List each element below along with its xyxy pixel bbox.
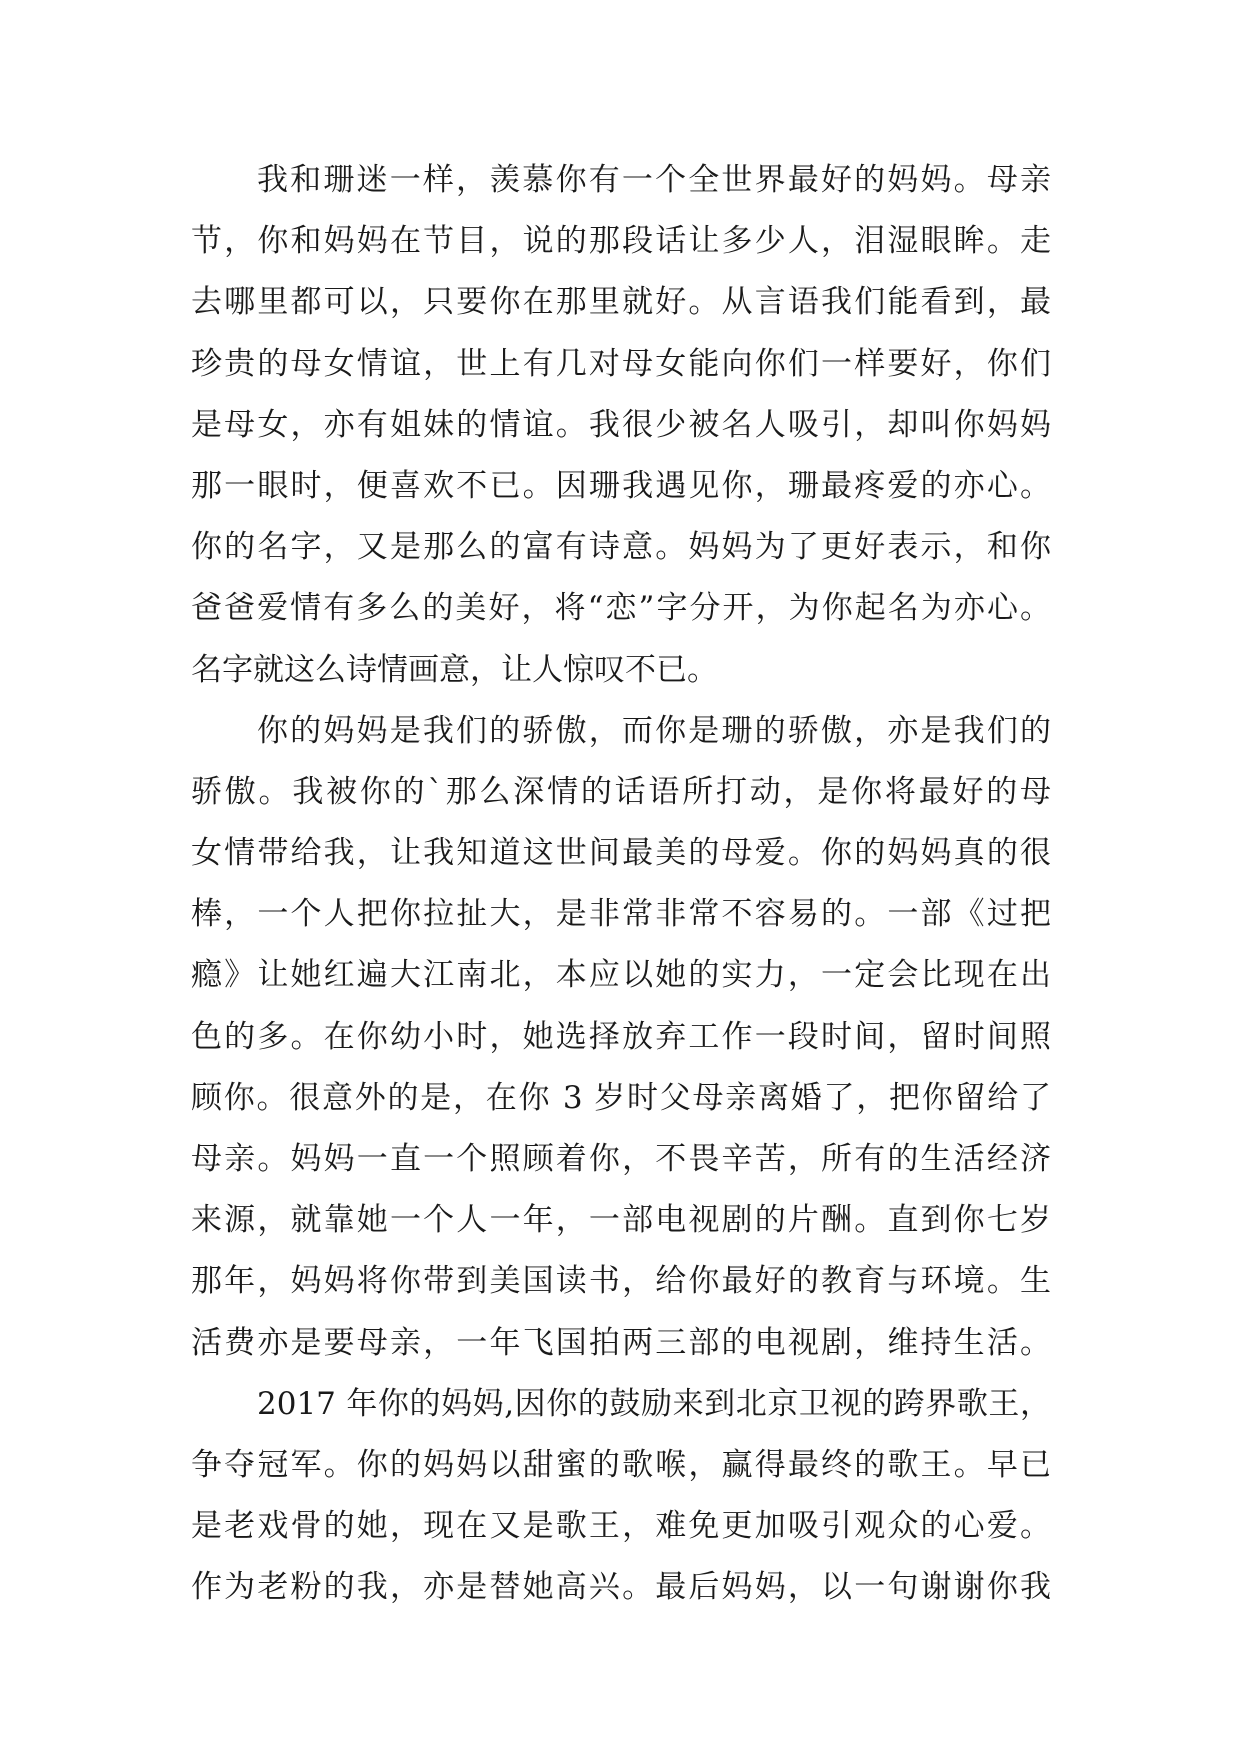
text-line: 顾你。很意外的是，在你 3 岁时父母亲离婚了，把你留给了 <box>191 1079 1051 1116</box>
text-line: 你的名字，又是那么的富有诗意。妈妈为了更好表示，和你 <box>191 529 1051 566</box>
text-line: 爸爸爱情有多么的美好，将“恋”字分开，为你起名为亦心。 <box>191 590 1051 627</box>
text-line: 女情带给我，让我知道这世间最美的母爱。你的妈妈真的很 <box>191 835 1051 872</box>
text-line: 来源，就靠她一个人一年，一部电视剧的片酬。直到你七岁 <box>191 1202 1051 1239</box>
text-line: 节，你和妈妈在节目，说的那段话让多少人，泪湿眼眸。走 <box>191 223 1051 260</box>
text-line: 瘾》让她红遍大江南北，本应以她的实力，一定会比现在出 <box>191 957 1051 994</box>
text-line: 去哪里都可以，只要你在那里就好。从言语我们能看到，最 <box>191 284 1051 321</box>
text-line: 你的妈妈是我们的骄傲，而你是珊的骄傲，亦是我们的 <box>257 712 1051 749</box>
text-line: 我和珊迷一样，羡慕你有一个全世界最好的妈妈。母亲 <box>257 162 1051 198</box>
text-line: 是母女，亦有姐妹的情谊。我很少被名人吸引，却叫你妈妈 <box>191 406 1051 443</box>
text-line: 色的多。在你幼小时，她选择放弃工作一段时间，留时间照 <box>191 1018 1051 1055</box>
text-line: 争夺冠军。你的妈妈以甜蜜的歌喉，赢得最终的歌王。早已 <box>191 1446 1051 1483</box>
text-line: 活费亦是要母亲，一年飞国拍两三部的电视剧，维持生活。 <box>191 1324 1051 1361</box>
text-line: 是老戏骨的她，现在又是歌王，难免更加吸引观众的心爱。 <box>191 1508 1051 1545</box>
text-line: 母亲。妈妈一直一个照顾着你，不畏辛苦，所有的生活经济 <box>191 1141 1051 1177</box>
text-line: 骄傲。我被你的`那么深情的话语所打动，是你将最好的母 <box>191 773 1051 810</box>
text-line: 珍贵的母女情谊，世上有几对母女能向你们一样要好，你们 <box>191 345 1051 382</box>
text-line: 作为老粉的我，亦是替她高兴。最后妈妈，以一句谢谢你我 <box>191 1569 1051 1606</box>
text-line: 那年，妈妈将你带到美国读书，给你最好的教育与环境。生 <box>191 1263 1051 1300</box>
text-line: 名字就这么诗情画意，让人惊叹不已。 <box>191 651 718 688</box>
text-line: 棒，一个人把你拉扯大，是非常非常不容易的。一部《过把 <box>191 896 1051 933</box>
body-text <box>191 150 1051 1619</box>
text-line: 那一眼时，便喜欢不已。因珊我遇见你，珊最疼爱的亦心。 <box>191 467 1051 504</box>
text-line: 2017 年你的妈妈,因你的鼓励来到北京卫视的跨界歌王， <box>257 1385 1051 1422</box>
